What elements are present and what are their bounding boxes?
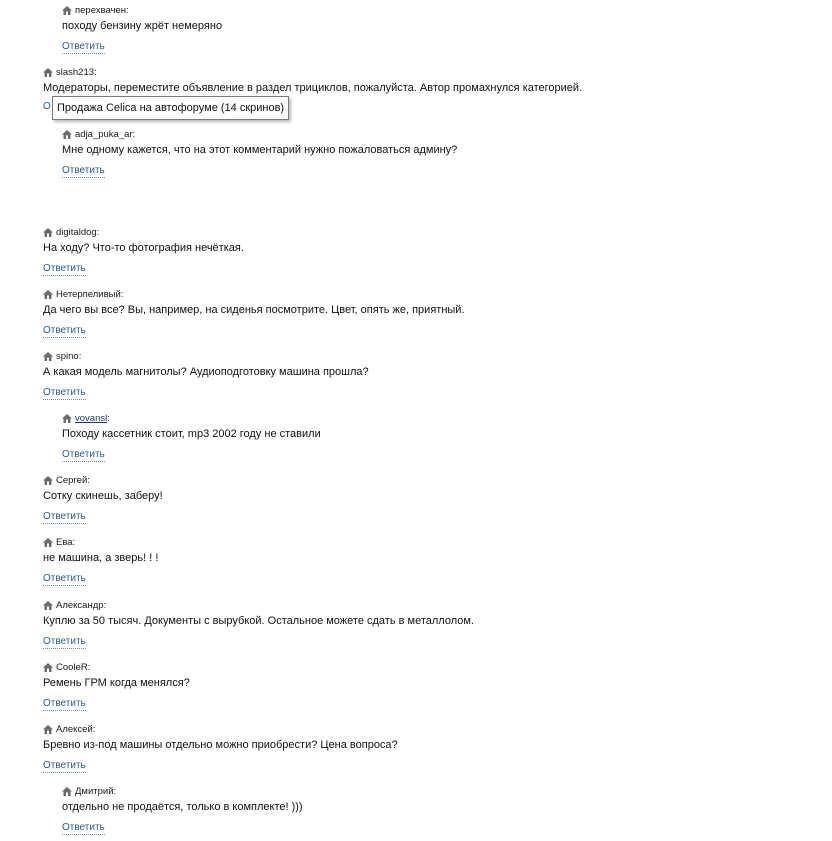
reply-link[interactable]: Ответить — [43, 387, 86, 398]
author-name: adja_puka_ar: — [75, 128, 136, 140]
author-name: Ева: — [56, 536, 76, 548]
home-icon — [62, 130, 72, 139]
author-name: slash213: — [56, 66, 97, 78]
author-name: CooleR: — [56, 661, 91, 673]
author-name: Александр: — [56, 599, 107, 611]
author-name: Сергей: — [56, 474, 90, 486]
home-icon — [43, 68, 53, 77]
home-icon — [43, 538, 53, 547]
comment-author — [62, 411, 110, 425]
comment-author — [43, 535, 75, 549]
comment-author — [43, 473, 90, 487]
comment-text: Ремень ГРМ когда менялся? — [43, 677, 190, 689]
reply-link[interactable]: Ответить — [62, 822, 105, 833]
reply-link[interactable]: Ответить — [62, 41, 105, 52]
home-icon — [62, 787, 72, 796]
reply-link[interactable]: Ответить — [43, 263, 86, 274]
author-name: Нетерпеливый: — [56, 288, 124, 300]
reply-link[interactable]: О — [43, 101, 51, 112]
comment-author — [43, 349, 81, 363]
comment-text: Модераторы, переместите объявление в раздел трициклов, пожалуйста. Автор промахнулся категорией. — [43, 82, 583, 94]
comment-text: Мне одному кажется, что на этот комментарий нужно пожаловаться админу? — [62, 144, 458, 156]
comment-text: На ходу? Что-то фотография нечёткая. — [43, 242, 244, 254]
comment-text: Куплю за 50 тысяч. Документы с вырубкой. Остальное можете сдать в металлолом. — [43, 615, 474, 627]
reply-link[interactable]: Ответить — [43, 573, 86, 584]
comment-author — [43, 660, 90, 674]
author-name: digitaldog: — [56, 226, 100, 238]
reply-link[interactable]: Ответить — [62, 449, 105, 460]
comment-text: Бревно из-под машины отдельно можно приобрести? Цена вопроса? — [43, 739, 398, 751]
comment-text: Походу кассетник стоит, mp3 2002 году не ставили — [62, 428, 321, 440]
author-link[interactable]: vovansl — [75, 412, 108, 424]
reply-link[interactable]: Ответить — [43, 325, 86, 336]
comment-text: А какая модель магнитолы? Аудиоподготовку машина прошла? — [43, 366, 369, 378]
comment-author — [43, 598, 106, 612]
home-icon — [43, 663, 53, 672]
author-name: перехвачен: — [75, 4, 129, 16]
comment-author — [62, 784, 116, 798]
reply-link[interactable]: Ответить — [43, 636, 86, 647]
home-icon — [43, 725, 53, 734]
home-icon — [43, 228, 53, 237]
home-icon — [62, 414, 72, 423]
comment-text: отдельно не продаётся, только в комплекте! ))) — [62, 801, 303, 813]
comment-author — [62, 127, 135, 141]
reply-link[interactable]: Ответить — [43, 698, 86, 709]
comment-text: не машина, а зверь! ! ! — [43, 552, 159, 564]
tooltip: Продажа Celica на автофоруме (14 скринов) — [52, 96, 289, 120]
author-colon: : — [107, 412, 110, 424]
home-icon — [43, 476, 53, 485]
comment-author — [43, 65, 97, 79]
comment-author — [62, 3, 129, 17]
reply-link[interactable]: Ответить — [62, 165, 105, 176]
reply-link[interactable]: Ответить — [43, 511, 86, 522]
comment-author — [43, 287, 123, 301]
home-icon — [62, 6, 72, 15]
author-name: Алексей: — [56, 723, 96, 735]
author-name: spino: — [56, 350, 82, 362]
comment-text: походу бензину жрёт немеряно — [62, 20, 223, 32]
author-name: Дмитрий: — [75, 785, 117, 797]
home-icon — [43, 352, 53, 361]
comment-author — [43, 722, 95, 736]
comment-author — [43, 225, 99, 239]
home-icon — [43, 290, 53, 299]
home-icon — [43, 601, 53, 610]
reply-link[interactable]: Ответить — [43, 760, 86, 771]
comment-text: Сотку скинешь, заберу! — [43, 490, 163, 502]
comment-text: Да чего вы все? Вы, например, на сиденья посмотрите. Цвет, опять же, приятный. — [43, 304, 465, 316]
